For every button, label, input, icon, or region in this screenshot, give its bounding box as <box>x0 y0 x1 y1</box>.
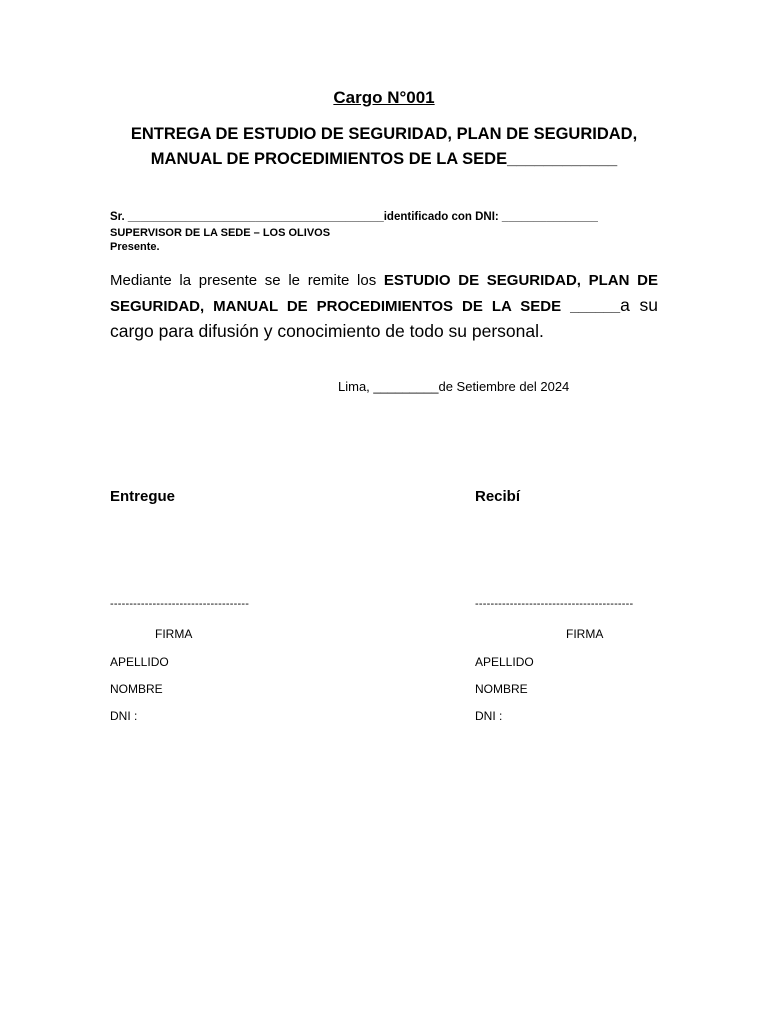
signature-line-left: ------------------------------------ <box>110 598 250 610</box>
signature-heading-entregue: Entregue <box>110 488 176 505</box>
nombre-label-left: NOMBRE <box>110 682 163 696</box>
firma-label-right: FIRMA <box>566 627 604 641</box>
body-tail: a su cargo para difusión y conocimiento de todo su personal. <box>110 295 659 341</box>
nombre-label-right: NOMBRE <box>475 682 528 696</box>
body-intro: Mediante la presente se le remite los <box>110 272 384 289</box>
body-paragraph <box>110 268 658 345</box>
main-title <box>100 122 668 172</box>
signature-heading-recibi: Recibí <box>475 488 521 505</box>
body-bold-subject: ESTUDIO DE SEGURIDAD, PLAN DE SEGURIDAD, MANUAL DE PROCEDIMIENTOS DE LA SEDE ______ <box>110 272 658 315</box>
addressee-presente: Presente. <box>110 241 160 253</box>
firma-label-left: FIRMA <box>155 627 193 641</box>
apellido-label-right: APELLIDO <box>475 655 534 669</box>
main-title-line-1: ENTREGA DE ESTUDIO DE SEGURIDAD, PLAN DE SEGURIDAD, <box>130 125 638 143</box>
apellido-label-left: APELLIDO <box>110 655 169 669</box>
main-title-line-2: MANUAL DE PROCEDIMIENTOS DE LA SEDE____________ <box>150 150 618 168</box>
addressee-role: SUPERVISOR DE LA SEDE – LOS OLIVOS <box>110 227 331 239</box>
dni-label-left: DNI : <box>110 709 138 723</box>
addressee-line: Sr. ________________________________________identificado con DNI: _______________ <box>110 211 598 223</box>
signature-line-right: ----------------------------------------- <box>475 598 634 610</box>
dni-label-right: DNI : <box>475 709 503 723</box>
cargo-title: Cargo N°001 <box>333 88 435 107</box>
date-line: Lima, _________de Setiembre del 2024 <box>338 379 570 394</box>
